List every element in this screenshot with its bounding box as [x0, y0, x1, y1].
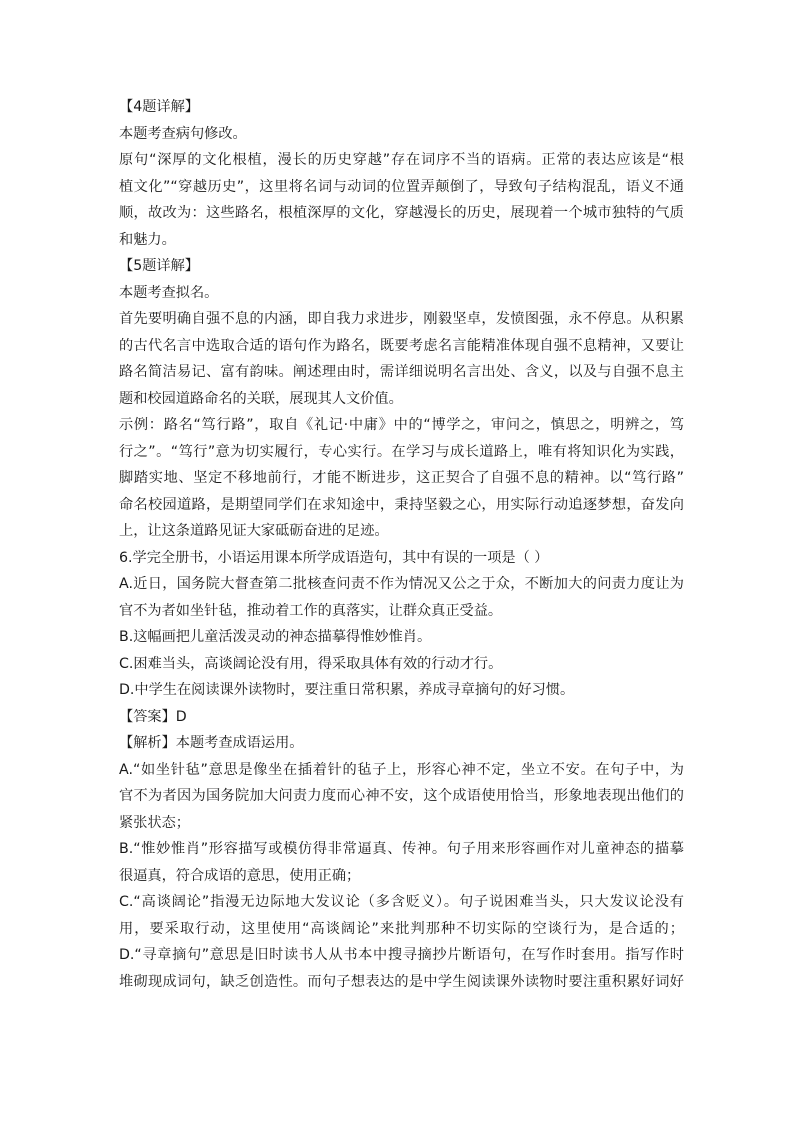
text-line: 堆砌现成词句，缺乏创造性。而句子想表达的是中学生阅读课外读物时要注重积累好词好 — [119, 973, 684, 990]
option-c: C.困难当头，高谈阔论没有用，得采取具体有效的行动才行。 — [119, 655, 503, 672]
text-line: 命名校园道路，是期望同学们在求知途中，秉持坚毅之心，用实际行动追逐梦想，奋发向 — [119, 496, 684, 513]
text-line: 路名简洁易记、富有韵味。阐述理由时，需详细说明名言出处、含义，以及与自强不息主 — [119, 364, 684, 380]
analysis-c: C.“高谈阔论”指漫无边际地大发议论（多含贬义）。句子说困难当头，只大发议论没有 — [119, 894, 684, 910]
analysis-d: D.“寻章摘句”意思是旧时读书人从书本中搜寻摘抄片断语句，在写作时套用。指写作时 — [119, 947, 684, 963]
text-line: 行之”。“笃行”意为切实履行，专心实行。在学习与成长道路上，唯有将知识化为实践， — [119, 443, 684, 460]
text-line: 本题考查拟名。 — [119, 284, 219, 301]
option-a-cont: 官不为者如坐针毡，推动着工作的真落实，让群众真正受益。 — [119, 602, 503, 619]
answer-label: 【答案】D — [119, 708, 187, 725]
text-line: 上，让这条道路见证大家砥砺奋进的足迹。 — [119, 523, 389, 539]
option-b: B.这幅画把儿童活泼灵动的神态描摹得惟妙惟肖。 — [119, 629, 432, 645]
analysis-label: 【解析】本题考查成语运用。 — [119, 735, 304, 751]
text-line: 植文化”“穿越历史”，这里将名词与动词的位置弄颠倒了，导致句子结构混乱，语义不通 — [119, 178, 684, 195]
option-a: A.近日，国务院大督查第二批核查问责不作为情况又公之于众，不断加大的问责力度让为 — [119, 576, 684, 592]
text-line: 题和校园道路命名的关联，展现其人文价值。 — [119, 390, 403, 407]
text-line: 官不为者因为国务院加大问责力度而心神不安，这个成语使用恰当，形象地表现出他们的 — [119, 788, 684, 804]
analysis-b: B.“惟妙惟肖”形容描写或模仿得非常逼真、传神。句子用来形容画作对儿童神态的描摹 — [119, 841, 684, 857]
option-d: D.中学生在阅读课外读物时，要注重日常积累，养成寻章摘句的好习惯。 — [119, 682, 575, 698]
text-line: 紧张状态； — [119, 814, 190, 831]
heading-q4-explanation: 【4题详解】 — [119, 99, 199, 115]
text-line: 用，要采取行动，这里使用“高谈阔论”来批判那种不切实际的空谈行为，是合适的； — [119, 920, 684, 937]
text-line: 顺，故改为：这些路名，根植深厚的文化，穿越漫长的历史，展现着一个城市独特的气质 — [119, 205, 684, 221]
text-line: 本题考查病句修改。 — [119, 125, 247, 142]
question-6-stem: 6.学完全册书，小语运用课本所学成语造句，其中有误的一项是（ ） — [119, 549, 549, 566]
text-line: 的古代名言中选取合适的语句作为路名，既要考虑名言能精准体现自强不息精神，又要让 — [119, 337, 684, 354]
text-line: 很逼真，符合成语的意思，使用正确； — [119, 867, 361, 884]
text-line: 脚踏实地、坚定不移地前行，才能不断进步，这正契合了自强不息的精神。以“笃行路” — [119, 470, 684, 486]
text-line: 示例：路名“笃行路”，取自《礼记·中庸》中的“博学之，审问之，慎思之，明辨之，笃 — [119, 417, 684, 433]
text-line: 原句“深厚的文化根植，漫长的历史穿越”存在词序不当的语病。正常的表达应该是“根 — [119, 152, 684, 168]
heading-q5-explanation: 【5题详解】 — [119, 258, 199, 274]
text-line: 和魅力。 — [119, 231, 176, 248]
analysis-a: A.“如坐针毡”意思是像坐在插着针的毡子上，形容心神不定，坐立不安。在句子中，为 — [119, 761, 684, 778]
text-line: 首先要明确自强不息的内涵，即自我力求进步，刚毅坚卓，发愤图强，永不停息。从积累 — [119, 311, 684, 327]
